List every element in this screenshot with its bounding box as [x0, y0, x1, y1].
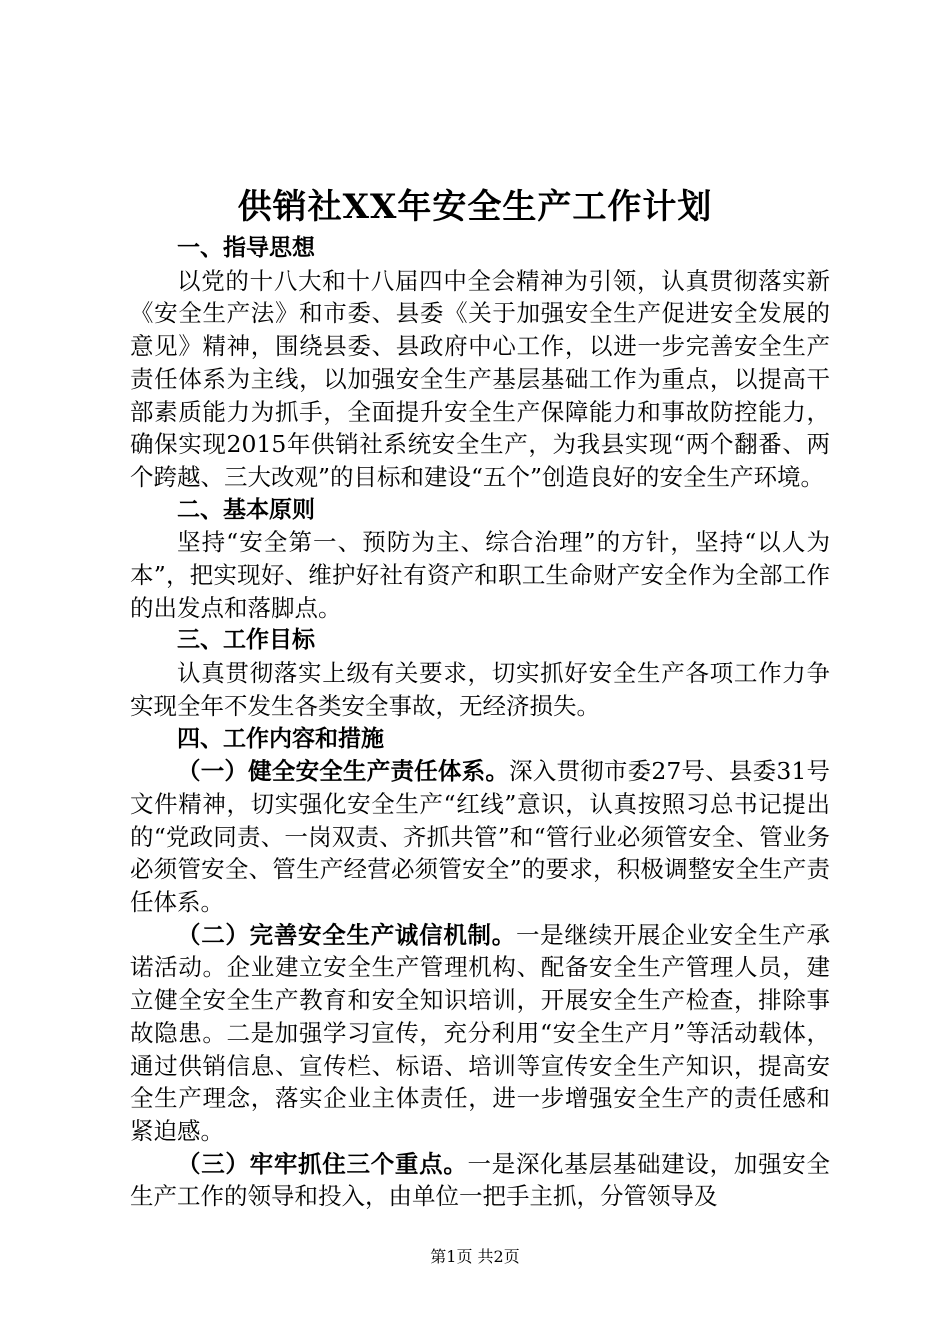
- document-title: 供销社XX年安全生产工作计划: [237, 187, 713, 227]
- section-paragraph: [130, 657, 830, 722]
- section-heading: 三、工作目标: [177, 627, 315, 654]
- section-paragraph: [130, 755, 830, 919]
- section-paragraph: [130, 1148, 830, 1213]
- paragraph-text: 以党的十八大和十八届四中全会精神为引领，认真贯彻落实新《安全生产法》和市委、县委《关于加强安全生产促进安全发展的意见》精神，围绕县委、县政府中心工作，以进一步完善安全生产责任体系为主线，以加强安全生产基层基础工作为重点，以提高干部素质能力为抓手，全面提升安全生产保障能力和事故防控能力，确保实现2015年供销社系统安全生产，为我县实现“两个翻番、两个跨越、三大改观”的目标和建设“五个”创造良好的安全生产环境。: [130, 266, 830, 491]
- subsection-lead: （三）牢牢抓住三个重点。: [177, 1149, 468, 1178]
- section-heading: 四、工作内容和措施: [177, 725, 384, 752]
- section-paragraph: [130, 265, 830, 494]
- subsection-lead: （一）健全安全生产责任体系。: [177, 757, 510, 786]
- section-paragraph: [130, 919, 830, 1148]
- section-paragraph: [130, 526, 830, 624]
- document-body: [130, 232, 830, 1213]
- section-heading: 二、基本原则: [177, 496, 315, 523]
- paragraph-text: 深入贯彻市委27号、县委31号文件精神，切实强化安全生产“红线”意识，认真按照习总书记提出的“党政同责、一岗双责、齐抓共管”和“管行业必须管安全、管业务必须管安全、管生产经营必须管安全”的要求，积极调整安全生产责任体系。: [130, 757, 830, 917]
- section-heading: 一、指导思想: [177, 235, 315, 261]
- paragraph-text: 认真贯彻落实上级有关要求，切实抓好安全生产各项工作力争实现全年不发生各类安全事故，无经济损失。: [130, 659, 830, 720]
- paragraph-text: 一是继续开展企业安全生产承诺活动。企业建立安全生产管理机构、配备安全生产管理人员，建立健全安全生产教育和安全知识培训，开展安全生产检查，排除事故隐患。二是加强学习宣传，充分利用“安全生产月”等活动载体，通过供销信息、宣传栏、标语、培训等宣传安全生产知识，提高安全生产理念，落实企业主体责任，进一步增强安全生产的责任感和紧迫感。: [130, 920, 831, 1145]
- paragraph-text: 一是深化基层基础建设，加强安全生产工作的领导和投入，由单位一把手主抓，分管领导及: [130, 1149, 831, 1211]
- paragraph-text: 坚持“安全第一、预防为主、综合治理”的方针，坚持“以人为本”，把实现好、维护好社有资产和职工生命财产安全作为全部工作的出发点和落脚点。: [130, 528, 830, 622]
- page-footer: 第1页 共2页: [430, 1247, 520, 1266]
- subsection-lead: （二）完善安全生产诚信机制。: [177, 920, 516, 949]
